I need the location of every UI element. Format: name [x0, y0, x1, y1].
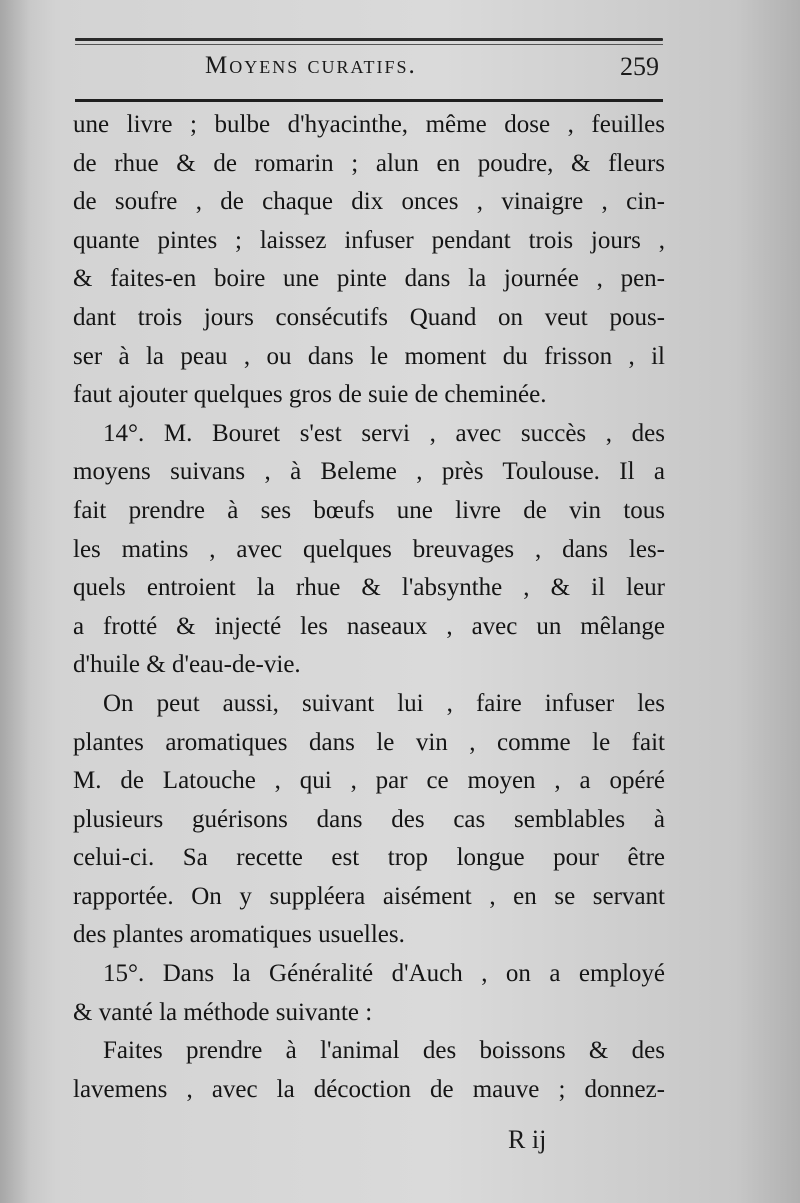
text-line: quels entroient la rhue & l'absynthe , & il leur — [73, 574, 665, 602]
text-line: une livre ; bulbe d'hyacinthe, même dose , feuilles — [73, 111, 665, 138]
text-line: plantes aromatiques dans le vin , comme le fait — [73, 728, 665, 756]
text-line: rapportée. On y suppléera aisément , en se servant — [73, 882, 665, 910]
running-title: Moyens curatifs. — [205, 52, 417, 79]
text-line: M. de Latouche , qui , par ce moyen , a opéré — [73, 767, 665, 795]
text-line: des plantes aromatiques usuelles. — [73, 921, 405, 949]
text-line: a frotté & injecté les naseaux , avec un mêlange — [73, 612, 665, 640]
text-line: & vanté la méthode suivante : — [73, 998, 373, 1026]
top-rule — [75, 38, 663, 41]
paragraph-start-line: On peut aussi, suivant lui , faire infuser les — [103, 689, 665, 717]
text-line: fait prendre à ses bœufs une livre de vin tous — [73, 496, 665, 524]
page-gutter-shadow — [0, 0, 30, 1203]
page-number: 259 — [620, 52, 659, 81]
text-line: lavemens , avec la décoction de mauve ; donnez- — [73, 1075, 665, 1103]
top-rule-thin — [75, 44, 663, 45]
text-line: quante pintes ; laissez infuser pendant trois jours , — [73, 226, 665, 254]
header-rule — [75, 99, 663, 102]
paragraph-start-line: 15°. Dans la Généralité d'Auch , on a employé — [103, 960, 665, 988]
text-line: & faites-en boire une pinte dans la journée , pen- — [73, 265, 665, 293]
text-line: d'huile & d'eau-de-vie. — [73, 651, 301, 679]
running-head — [75, 50, 663, 90]
body-text — [73, 106, 665, 1109]
text-line: les matins , avec quelques breuvages , dans les- — [73, 535, 665, 563]
text-line: celui-ci. Sa recette est trop longue pour être — [73, 844, 665, 872]
text-line: ser à la peau , ou dans le moment du frisson , il — [73, 342, 665, 370]
text-line: faut ajouter quelques gros de suie de cheminée. — [73, 381, 547, 409]
text-line: de soufre , de chaque dix onces , vinaigre , cin- — [73, 188, 665, 216]
paragraph-start-line: 14°. M. Bouret s'est servi , avec succès , des — [103, 419, 665, 447]
signature-mark: R ij — [508, 1125, 547, 1154]
text-line: moyens suivans , à Beleme , près Toulouse. Il a — [73, 458, 665, 486]
text-line: de rhue & de romarin ; alun en poudre, & fleurs — [73, 149, 665, 177]
text-line: dant trois jours consécutifs Quand on veut pous- — [73, 303, 665, 331]
paragraph-start-line: Faites prendre à l'animal des boissons & des — [103, 1037, 665, 1065]
text-line: plusieurs guérisons dans des cas semblables à — [73, 805, 665, 833]
